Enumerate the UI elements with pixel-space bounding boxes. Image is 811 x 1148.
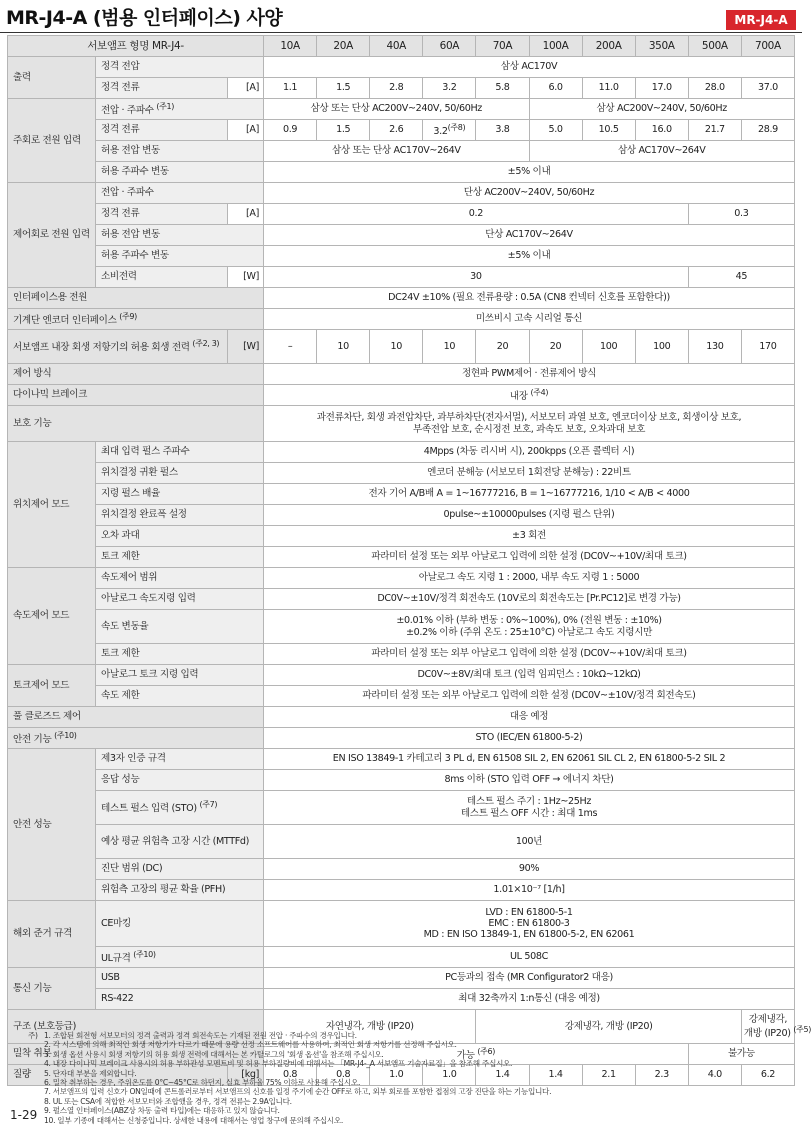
ctrl-current-label: 정격 전류	[96, 204, 228, 225]
ctrl-var-freq-value: ±5% 이내	[264, 246, 795, 267]
speed-mode-category: 속도제어 모드	[8, 568, 96, 665]
output-current-cell: 37.0	[741, 78, 794, 99]
comm-category: 통신 기능	[8, 968, 96, 1010]
pos-row	[8, 442, 795, 463]
ctrl-voltage-label: 전압 · 주파수	[96, 183, 264, 204]
pos-label: 위치결정 완료폭 설정	[96, 505, 264, 526]
ctrl-power-label: 소비전력	[96, 267, 228, 288]
structure-natural: 자연냉각, 개방 (IP20)	[264, 1010, 476, 1044]
overseas-ce-label: CE마킹	[96, 901, 264, 947]
output-voltage-value: 삼상 AC170V	[264, 57, 795, 78]
safety-cert-row	[8, 749, 795, 770]
regen-category: 서보앰프 내장 회생 저항기의 허용 회생 전력 $^{(주2, 3)}$	[8, 330, 228, 364]
regen-cell: 130	[688, 330, 741, 364]
ctrl-current-row	[8, 204, 795, 225]
pos-row	[8, 547, 795, 568]
spec-table	[7, 35, 811, 1086]
main-current-label: 정격 전류	[96, 120, 228, 141]
pos-row	[8, 484, 795, 505]
safety-mttfd-value: 100년	[264, 825, 795, 859]
ctrl-var-freq-label: 허용 주파수 변동	[96, 246, 264, 267]
encoder-interface-value: 미쓰비시 고속 시리얼 통신	[264, 309, 795, 330]
ctrl-var-voltage-label: 허용 전압 변동	[96, 225, 264, 246]
safety-pfh-label: 위험측 고장의 평균 확율 (PFH)	[96, 880, 264, 901]
safety-test-row	[8, 791, 795, 825]
torque-analog-row	[8, 665, 795, 686]
mass-cell: 2.3	[635, 1065, 688, 1086]
output-current-label: 정격 전류	[96, 78, 228, 99]
ctrl-power-unit: [W]	[228, 267, 264, 288]
mass-cell: 1.0	[370, 1065, 423, 1086]
footnote: 8. UL 또는 CSA에 적합한 서보모터와 조합했을 경우, 정격 전류는 2.9A입니다.	[44, 1096, 292, 1106]
safety-mttfd-label: 예상 평균 위험측 고장 시간 (MTTFd)	[96, 825, 264, 859]
interface-power-row	[8, 288, 795, 309]
footnote: 2. 각 시스템에 의해 최적인 회생 저항기가 다르기 때문에 용량 선정 소프트웨어를 사용하여, 최적인 회생 저항기를 선정해 주십시오.	[44, 1040, 457, 1050]
pos-value: ±3 회전	[264, 526, 795, 547]
structure-forced: 강제냉각, 개방 (IP20)	[476, 1010, 741, 1044]
speed-range-value: 아날로그 속도 지령 1 : 2000, 내부 속도 지령 1 : 5000	[264, 568, 795, 589]
pos-row	[8, 505, 795, 526]
structure-category: 구조 (보호등급)	[8, 1010, 264, 1044]
main-current-cell: 28.9	[741, 120, 794, 141]
model-500a: 500A	[688, 36, 741, 57]
interface-power-category: 인터페이스용 전원	[8, 288, 264, 309]
control-method-category: 제어 방식	[8, 364, 264, 385]
main-current-cell: 10.5	[582, 120, 635, 141]
main-voltage-label: 전압 · 주파수 $^{(주1)}$	[96, 99, 264, 120]
mounting-category: 밀착 취부	[8, 1044, 264, 1065]
output-current-cell: 28.0	[688, 78, 741, 99]
torque-mode-category: 토크제어 모드	[8, 665, 96, 707]
ctrl-power-row	[8, 267, 795, 288]
safety-function-row	[8, 728, 795, 749]
output-current-unit: [A]	[228, 78, 264, 99]
main-current-cell: 16.0	[635, 120, 688, 141]
pos-value: 파라미터 설정 또는 외부 아날로그 입력에 의한 설정 (DC0V~+10V/최대 토크)	[264, 547, 795, 568]
pos-row	[8, 526, 795, 547]
output-current-cell: 1.1	[264, 78, 317, 99]
model-200a: 200A	[582, 36, 635, 57]
main-var-voltage-a: 삼상 또는 단상 AC170V~264V	[264, 141, 529, 162]
speed-fluct-row	[8, 610, 795, 644]
safety-resp-value: 8ms 이하 (STO 입력 OFF → 에너지 차단)	[264, 770, 795, 791]
dynamic-brake-value: 내장 $^{(주4)}$	[264, 385, 795, 406]
main-var-freq-value: ±5% 이내	[264, 162, 795, 183]
structure-forced-700a: 강제냉각, 개방 (IP20) $^{(주5)}$	[741, 1010, 794, 1044]
model-60a: 60A	[423, 36, 476, 57]
safety-dc-row	[8, 859, 795, 880]
main-current-cell: 0.9	[264, 120, 317, 141]
output-current-row	[8, 78, 795, 99]
speed-torque-row	[8, 644, 795, 665]
pos-row	[8, 463, 795, 484]
dynamic-brake-row	[8, 385, 795, 406]
speed-fluct-value: ±0.01% 이하 (부하 변동 : 0%~100%), 0% (전원 변동 : ±10%) ±0.2% 이하 (주위 온도 : 25±10°C) 아날로그 속도 지령시만	[264, 610, 795, 644]
output-voltage-label: 정격 전압	[96, 57, 264, 78]
comm-usb-value: PC등과의 접속 (MR Configurator2 대응)	[264, 968, 795, 989]
protection-category: 보호 기능	[8, 406, 264, 442]
speed-torque-value: 파라미터 설정 또는 외부 아날로그 입력에 의한 설정 (DC0V~+10V/최대 토크)	[264, 644, 795, 665]
ctrl-current-a: 0.2	[264, 204, 689, 225]
comm-rs-value: 최대 32축까지 1:n통신 (대응 예정)	[264, 989, 795, 1010]
model-100a: 100A	[529, 36, 582, 57]
regen-cell: 100	[635, 330, 688, 364]
main-current-cell: 5.0	[529, 120, 582, 141]
mass-cell: 1.0	[423, 1065, 476, 1086]
speed-fluct-label: 속도 변동율	[96, 610, 264, 644]
mass-cell: 0.8	[264, 1065, 317, 1086]
torque-analog-label: 아날로그 토크 지령 입력	[96, 665, 264, 686]
safety-test-label: 테스트 펄스 입력 (STO) $^{(주7)}$	[96, 791, 264, 825]
safety-pfh-row	[8, 880, 795, 901]
model-label: 서보앰프 형명 MR-J4-	[8, 36, 264, 57]
mass-cell: 1.4	[476, 1065, 529, 1086]
interface-power-value: DC24V ±10% (필요 전류용량 : 0.5A (CN8 컨넥터 신호를 포함한다))	[264, 288, 795, 309]
output-current-cell: 17.0	[635, 78, 688, 99]
safety-perf-category: 안전 성능	[8, 749, 96, 901]
output-category: 출력	[8, 57, 96, 99]
main-current-cell: 21.7	[688, 120, 741, 141]
ctrl-current-unit: [A]	[228, 204, 264, 225]
safety-mttfd-row	[8, 825, 795, 859]
main-current-row	[8, 120, 795, 141]
speed-range-label: 속도제어 범위	[96, 568, 264, 589]
control-method-row	[8, 364, 795, 385]
safety-pfh-value: 1.01×10⁻⁷ [1/h]	[264, 880, 795, 901]
main-voltage-row	[8, 99, 795, 120]
speed-analog-label: 아날로그 속도지령 입력	[96, 589, 264, 610]
output-current-cell: 1.5	[317, 78, 370, 99]
mass-cell: 4.0	[688, 1065, 741, 1086]
position-mode-category: 위치제어 모드	[8, 442, 96, 568]
regen-cell: 10	[317, 330, 370, 364]
main-current-cell: 3.8	[476, 120, 529, 141]
overseas-ul-row	[8, 947, 795, 968]
torque-speed-value: 파라미터 설정 또는 외부 아날로그 입력에 의한 설정 (DC0V~±10V/정격 회전속도)	[264, 686, 795, 707]
safety-resp-row	[8, 770, 795, 791]
output-current-cell: 2.8	[370, 78, 423, 99]
overseas-ce-value: LVD : EN 61800-5-1 EMC : EN 61800-3 MD : EN ISO 13849-1, EN 61800-5-2, EN 62061	[264, 901, 795, 947]
pos-label: 오차 과대	[96, 526, 264, 547]
safety-function-category: 안전 기능 $^{(주10)}$	[8, 728, 264, 749]
mass-unit: [kg]	[228, 1065, 264, 1086]
main-current-cell: 1.5	[317, 120, 370, 141]
main-var-freq-row	[8, 162, 795, 183]
model-350a: 350A	[635, 36, 688, 57]
main-voltage-value-b: 삼상 AC200V~240V, 50/60Hz	[529, 99, 794, 120]
safety-dc-value: 90%	[264, 859, 795, 880]
torque-speed-label: 속도 제한	[96, 686, 264, 707]
pos-value: 전자 기어 A/B배 A = 1~16777216, B = 1~16777216, 1/10 < A/B < 4000	[264, 484, 795, 505]
page-title: MR-J4-A (범용 인터페이스) 사양	[6, 7, 283, 29]
ctrl-current-b: 0.3	[688, 204, 794, 225]
speed-analog-row	[8, 589, 795, 610]
safety-function-value: STO (IEC/EN 61800-5-2)	[264, 728, 795, 749]
control-method-value: 정현파 PWM제어 · 전류제어 방식	[264, 364, 795, 385]
footnote: 10. 일부 기종에 대해서는 신청중입니다. 상세한 내용에 대해서는 영업 창구에 문의해 주십시오.	[44, 1115, 343, 1125]
footnote: 6. 밀착 취부하는 경우, 주위온도를 0°C~45°C로 하던지, 실효 부하율 75% 이하로 사용해 주십시오.	[44, 1078, 361, 1088]
pos-label: 위치결정 귀환 펄스	[96, 463, 264, 484]
full-closed-value: 대응 예정	[264, 707, 795, 728]
protection-value: 과전류차단, 회생 과전압차단, 과부하차단(전자서멀), 서보모터 과열 보호, 엔코더이상 보호, 회생이상 보호, 부족전압 보호, 순시정전 보호, 과속도 보호, 오차과대 보호	[264, 406, 795, 442]
footnote: 7. 서보앰프의 입력 신호가 ON일때에 콘트롤러로부터 서보앰프의 신호를 일정 주기에 순간 OFF로 하고, 외부 회로를 포함한 접점의 고장 진단을 하는 기능입니다.	[44, 1087, 552, 1097]
safety-cert-label: 제3자 인증 규격	[96, 749, 264, 770]
comm-rs-label: RS-422	[96, 989, 264, 1010]
speed-torque-label: 토크 제한	[96, 644, 264, 665]
pos-label: 토크 제한	[96, 547, 264, 568]
protection-row	[8, 406, 795, 442]
overseas-ce-row	[8, 901, 795, 947]
pos-label: 최대 입력 펄스 주파수	[96, 442, 264, 463]
torque-speed-row	[8, 686, 795, 707]
footnote: 1. 조합된 회전형 서보모터의 정격 출력과 정격 회전속도는 기재된 전원 전압 · 주파수의 경우입니다.	[44, 1031, 357, 1040]
mass-cell: 2.1	[582, 1065, 635, 1086]
regen-row	[8, 330, 795, 364]
safety-resp-label: 응답 성능	[96, 770, 264, 791]
control-power-category: 제어회로 전원 입력	[8, 183, 96, 288]
encoder-interface-row	[8, 309, 795, 330]
overseas-ul-value: UL 508C	[264, 947, 795, 968]
mass-cell: 6.2	[741, 1065, 794, 1086]
model-700a: 700A	[741, 36, 794, 57]
ctrl-var-voltage-row	[8, 225, 795, 246]
torque-analog-value: DC0V~±8V/최대 토크 (입력 임피던스 : 10kΩ~12kΩ)	[264, 665, 795, 686]
main-current-unit: [A]	[228, 120, 264, 141]
main-current-cell: 2.6	[370, 120, 423, 141]
model-20a: 20A	[317, 36, 370, 57]
main-var-voltage-row	[8, 141, 795, 162]
page-number: 1-29	[10, 1108, 38, 1122]
mounting-possible: 가능 $^{(주6)}$	[264, 1044, 689, 1065]
ctrl-power-a: 30	[264, 267, 689, 288]
ctrl-var-voltage-value: 단상 AC170V~264V	[264, 225, 795, 246]
output-current-cell: 3.2	[423, 78, 476, 99]
main-var-voltage-label: 허용 전압 변동	[96, 141, 264, 162]
overseas-category: 해외 준거 규격	[8, 901, 96, 968]
ctrl-power-b: 45	[688, 267, 794, 288]
safety-dc-label: 진단 범위 (DC)	[96, 859, 264, 880]
regen-cell: 10	[423, 330, 476, 364]
main-var-freq-label: 허용 주파수 변동	[96, 162, 264, 183]
speed-analog-value: DC0V~±10V/정격 회전속도 (10V로의 회전속도는 [Pr.PC12]로 변경 가능)	[264, 589, 795, 610]
notes-lead: 주)	[28, 1031, 38, 1040]
regen-cell: –	[264, 330, 317, 364]
speed-range-row	[8, 568, 795, 589]
footnote: 4. 내장 다이나믹 브레이크 사용시의 허용 부하관성 모멘트비 및 허용 부하질량비에 대해서는 「MR-J4-_A 서보앰프 기술자료집」을 참조해 주십시오.	[44, 1059, 513, 1069]
footnote: 3. 회생 옵션 사용시 회생 저항기의 허용 회생 전력에 대해서는 본 카탈로그의 '회생 옵션'을 참조해 주십시오.	[44, 1049, 384, 1059]
encoder-interface-category: 기계단 엔코더 인터페이스 $^{(주9)}$	[8, 309, 264, 330]
full-closed-row	[8, 707, 795, 728]
pos-value: 4Mpps (차동 리시버 시), 200kpps (오픈 콜렉터 시)	[264, 442, 795, 463]
mass-cell: 1.4	[529, 1065, 582, 1086]
mounting-impossible: 불가능	[688, 1044, 794, 1065]
mass-category: 질량	[8, 1065, 228, 1086]
regen-cell: 20	[529, 330, 582, 364]
regen-cell: 170	[741, 330, 794, 364]
footnote: 5. 단자대 부분을 제외합니다.	[44, 1068, 137, 1078]
regen-cell: 10	[370, 330, 423, 364]
regen-cell: 100	[582, 330, 635, 364]
output-current-cell: 5.8	[476, 78, 529, 99]
mass-cell: 0.8	[317, 1065, 370, 1086]
pos-value: 엔코더 분해능 (서보모터 1회전당 분해능) : 22비트	[264, 463, 795, 484]
header-row	[8, 36, 795, 57]
main-current-cell: $3.2^{(주8)}$	[423, 120, 476, 141]
safety-test-value: 테스트 펄스 주기 : 1Hz~25Hz 테스트 펄스 OFF 시간 : 최대 1ms	[264, 791, 795, 825]
comm-usb-row	[8, 968, 795, 989]
ctrl-voltage-row	[8, 183, 795, 204]
comm-usb-label: USB	[96, 968, 264, 989]
main-voltage-value-a: 삼상 또는 단상 AC200V~240V, 50/60Hz	[264, 99, 529, 120]
safety-cert-value: EN ISO 13849-1 카테고리 3 PL d, EN 61508 SIL 2, EN 62061 SIL CL 2, EN 61800-5-2 SIL 2	[264, 749, 795, 770]
main-power-category: 주회로 전원 입력	[8, 99, 96, 183]
regen-cell: 20	[476, 330, 529, 364]
model-10a: 10A	[264, 36, 317, 57]
pos-value: 0pulse~±10000pulses (지령 펄스 단위)	[264, 505, 795, 526]
comm-rs-row	[8, 989, 795, 1010]
ctrl-voltage-value: 단상 AC200V~240V, 50/60Hz	[264, 183, 795, 204]
model-badge: MR-J4-A	[726, 10, 796, 30]
model-40a: 40A	[370, 36, 423, 57]
model-70a: 70A	[476, 36, 529, 57]
footnote: 9. 펄스열 인터페이스(ABZ상 차동 출력 타입)에는 대응하고 있지 않습니다.	[44, 1106, 280, 1116]
dynamic-brake-category: 다이나믹 브레이크	[8, 385, 264, 406]
output-current-cell: 11.0	[582, 78, 635, 99]
output-voltage-row	[8, 57, 795, 78]
output-current-cell: 6.0	[529, 78, 582, 99]
title-rule	[0, 32, 802, 33]
overseas-ul-label: UL규격 $^{(주10)}$	[96, 947, 264, 968]
main-var-voltage-b: 삼상 AC170V~264V	[529, 141, 794, 162]
footnotes	[28, 1031, 794, 1125]
ctrl-var-freq-row	[8, 246, 795, 267]
full-closed-category: 풀 클로즈드 제어	[8, 707, 264, 728]
pos-label: 지령 펄스 배율	[96, 484, 264, 505]
regen-unit: [W]	[228, 330, 264, 364]
